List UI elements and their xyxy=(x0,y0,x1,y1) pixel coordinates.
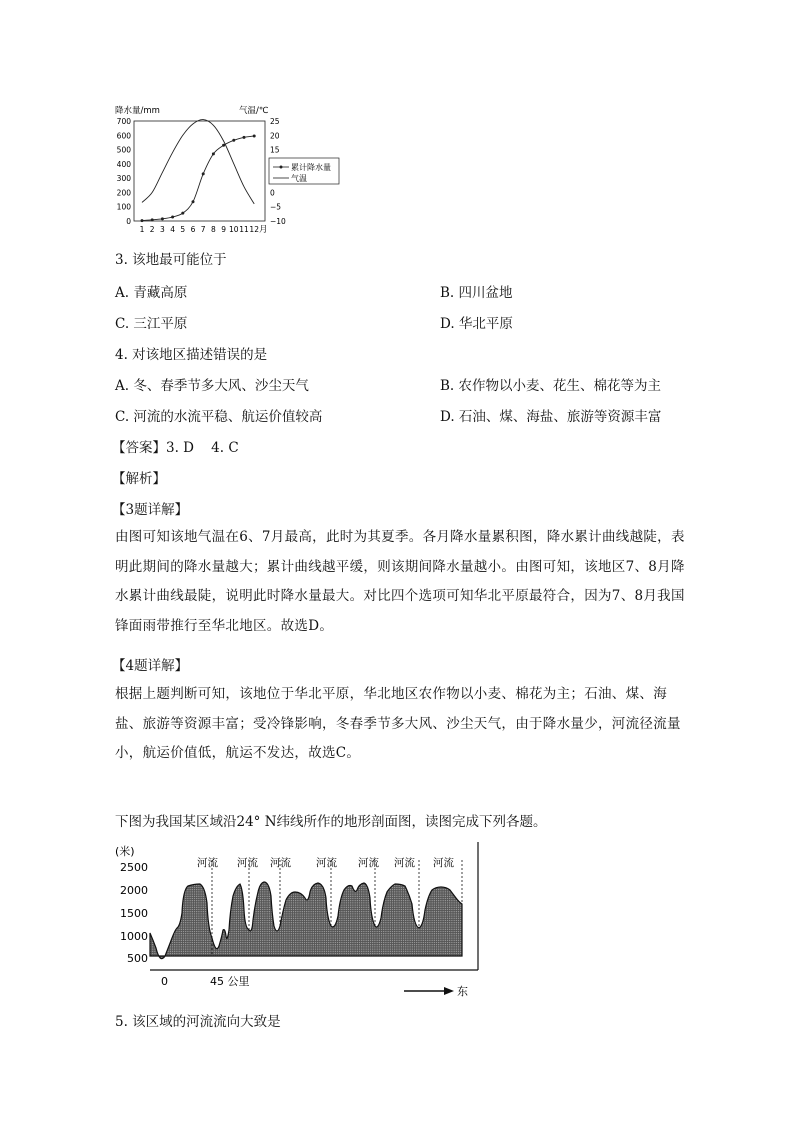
right-tick-label: −5 xyxy=(270,202,282,212)
x-tick-label: 8 xyxy=(211,225,216,234)
precip-point xyxy=(171,216,174,219)
q4-option-b[interactable]: B. 农作物以小麦、花生、棉花等为主 xyxy=(440,378,662,394)
legend-precip-dot xyxy=(280,166,283,169)
q3-detail-text: 由图可知该地气温在6、7月最高，此时为其夏季。各月降水量累积图，降水累计曲线越陡，表明此期间的降水量越大；累计曲线越平缓，则该期间降水量越小。由图可知，该地区7、8月降水累计曲线最陡，说明此时降水量最大。对比四个选项可知华北平原最符合，因为7、8月我国锋面雨带推行至华北地区。故选D。 xyxy=(115,529,685,634)
x-tick-labels xyxy=(140,225,260,234)
precip-point xyxy=(232,139,235,142)
right-tick-label: 15 xyxy=(270,145,280,155)
legend-precip-label: 累计降水量 xyxy=(291,163,331,172)
x-tick-label: 6 xyxy=(190,225,196,234)
q4-stem: 4. 对该地区描述错误的是 xyxy=(115,347,268,363)
precip-point xyxy=(192,200,195,203)
left-tick-label: 600 xyxy=(116,131,131,141)
x-tick-45km: 45 公里 xyxy=(210,975,250,988)
left-axis-label: 降水量/mm xyxy=(115,106,160,116)
q4-option-c[interactable]: C. 河流的水流平稳、航运价值较高 xyxy=(115,409,323,425)
river-label: 河流 xyxy=(270,857,291,869)
q4-detail-title: 【4题详解】 xyxy=(112,658,189,674)
x-tick-label: 9 xyxy=(221,225,226,234)
x-tick-label: 11 xyxy=(239,225,249,234)
climate-chart xyxy=(112,100,352,240)
q3-option-a[interactable]: A. 青藏高原 xyxy=(115,285,188,301)
precip-point xyxy=(243,136,246,139)
right-tick-label: 0 xyxy=(270,188,275,198)
left-tick-label: 400 xyxy=(116,159,131,169)
left-tick-label: 200 xyxy=(116,188,131,198)
precip-point xyxy=(212,152,215,155)
legend-temp-label: 气温 xyxy=(291,174,307,183)
y-tick-labels xyxy=(120,861,148,965)
analysis-title: 【解析】 xyxy=(112,471,166,487)
x-tick-zero: 0 xyxy=(161,975,168,988)
precip-point xyxy=(253,135,256,138)
q3-stem: 3. 该地最可能位于 xyxy=(115,252,227,268)
y-tick-label: 500 xyxy=(127,952,148,965)
plot-frame xyxy=(134,121,265,221)
right-tick-label: 20 xyxy=(270,131,280,141)
q3-option-d[interactable]: D. 华北平原 xyxy=(440,316,513,332)
direction-label: 东 xyxy=(457,985,468,998)
y-tick-label: 2500 xyxy=(120,861,148,874)
x-tick-label: 5 xyxy=(180,225,186,234)
q5-stem: 5. 该区域的河流流向大致是 xyxy=(115,1014,281,1030)
river-label: 河流 xyxy=(394,857,415,869)
precip-point xyxy=(141,219,144,222)
river-label: 河流 xyxy=(316,857,337,869)
answer-line: 【答案】3. D 4. C xyxy=(112,440,239,456)
x-tick-label: 3 xyxy=(160,225,165,234)
left-tick-label: 0 xyxy=(126,217,131,226)
q4-detail-text: 根据上题判断可知，该地位于华北平原，华北地区农作物以小麦、棉花为主；石油、煤、海盐、旅游等资源丰富；受冷锋影响，冬春季节多大风、沙尘天气，由于降水量少，河流径流量小，航运价值低，航运不发达，故选C。 xyxy=(115,686,681,761)
q3-option-b[interactable]: B. 四川盆地 xyxy=(440,285,513,301)
terrain-profile xyxy=(150,882,462,959)
x-tick-label: 2 xyxy=(149,225,155,234)
left-tick-label: 500 xyxy=(116,145,131,155)
left-tick-label: 100 xyxy=(116,202,131,212)
precip-point xyxy=(202,172,205,175)
precip-point xyxy=(181,212,184,215)
river-label: 河流 xyxy=(358,857,379,869)
x-tick-label: 4 xyxy=(170,225,175,234)
precip-point xyxy=(151,218,154,221)
x-tick-label: 10 xyxy=(229,225,239,234)
left-tick-labels xyxy=(117,117,132,226)
y-tick-label: 1000 xyxy=(120,930,148,943)
river-label: 河流 xyxy=(197,857,218,869)
right-tick-label: 25 xyxy=(270,117,280,126)
left-tick-label: 700 xyxy=(116,117,131,126)
precip-points xyxy=(141,135,256,223)
x-tick-label: 1 xyxy=(139,225,145,234)
river-label: 河流 xyxy=(237,857,258,869)
y-tick-label: 2000 xyxy=(120,884,148,897)
temperature-line xyxy=(142,120,254,204)
terrain-profile-chart xyxy=(112,838,484,1000)
x-axis-label: 月 xyxy=(259,225,268,235)
q4-option-d[interactable]: D. 石油、煤、海盐、旅游等资源丰富 xyxy=(440,409,662,425)
cumulative-precip-line xyxy=(142,136,254,221)
right-axis-label: 气温/℃ xyxy=(239,106,269,116)
left-tick-label: 300 xyxy=(116,174,131,184)
precip-point xyxy=(161,217,164,220)
x-tick-label: 12 xyxy=(249,225,259,234)
intro-text: 下图为我国某区域沿24° N纬线所作的地形剖面图，读图完成下列各题。 xyxy=(115,814,547,830)
right-tick-label: −10 xyxy=(270,217,286,226)
east-arrow-icon xyxy=(404,987,454,995)
y-axis-label: (米) xyxy=(115,845,135,858)
y-tick-label: 1500 xyxy=(120,907,148,920)
precip-point xyxy=(222,144,225,147)
q3-detail-title: 【3题详解】 xyxy=(112,502,189,518)
x-tick-label: 7 xyxy=(200,225,206,234)
q3-option-c[interactable]: C. 三江平原 xyxy=(115,316,188,332)
river-label: 河流 xyxy=(433,857,454,869)
q4-option-a[interactable]: A. 冬、春季节多大风、沙尘天气 xyxy=(115,378,309,394)
